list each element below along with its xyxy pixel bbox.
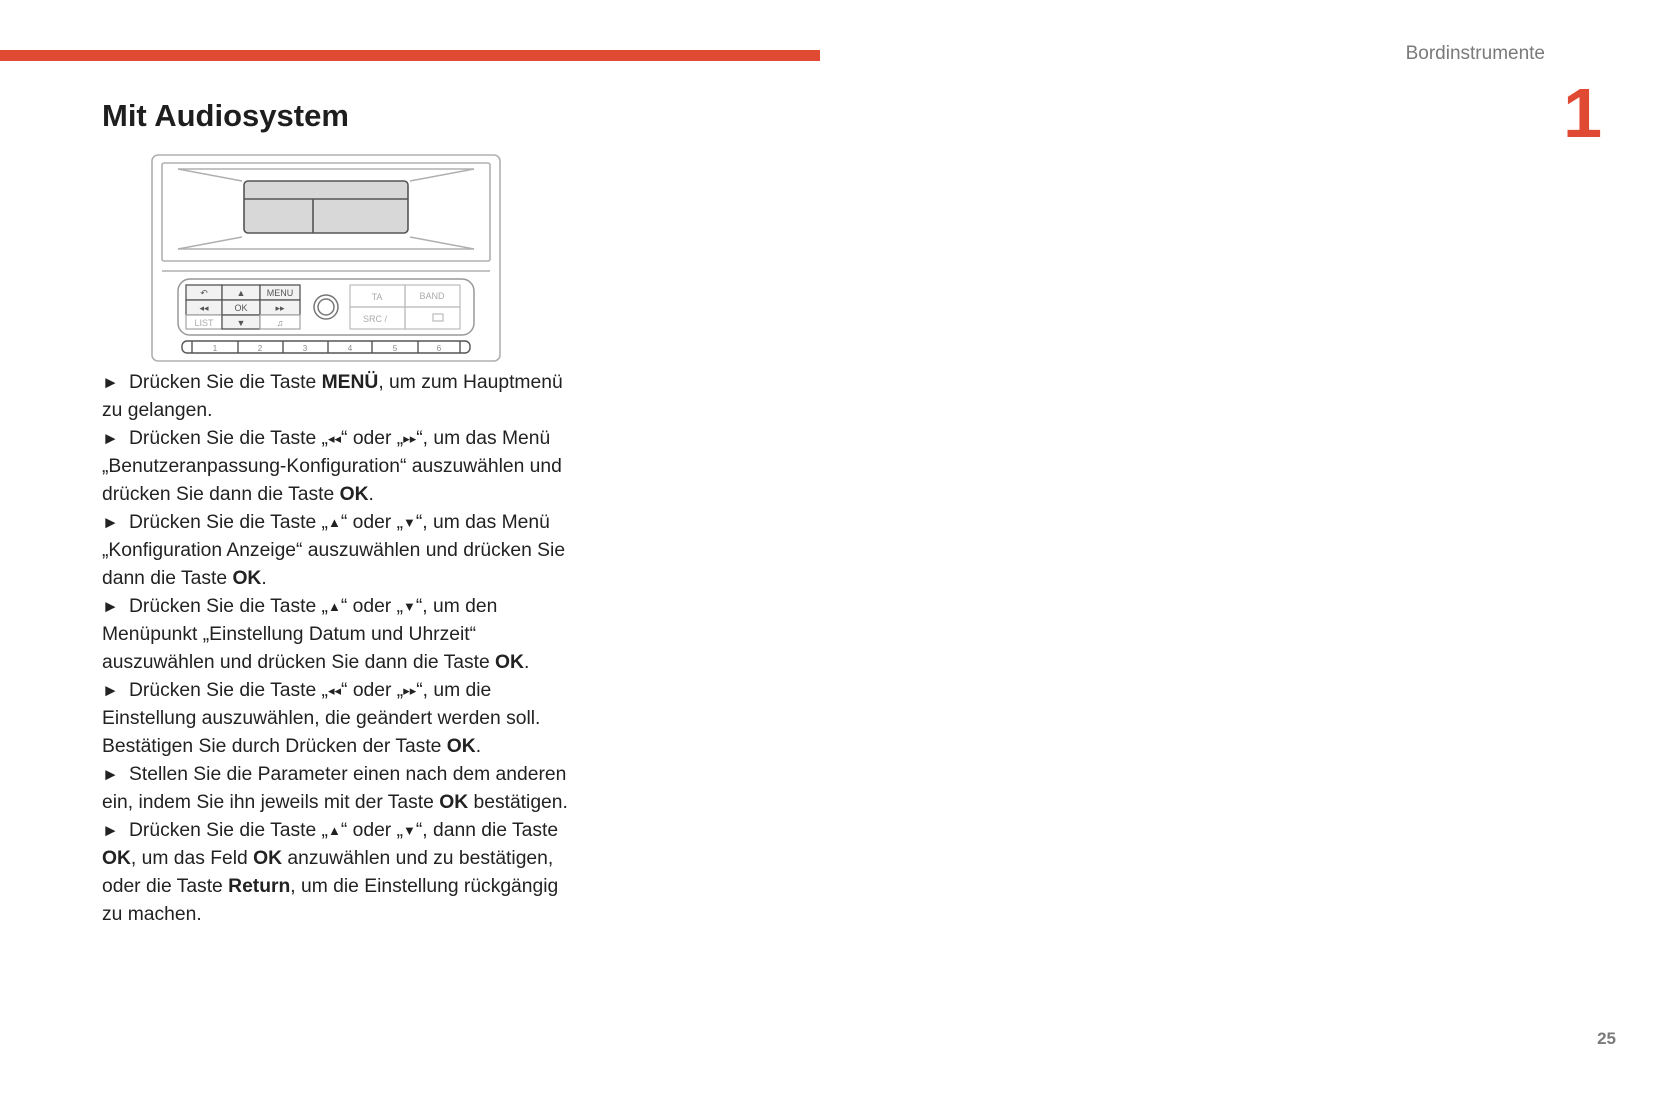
bullet-icon: ► bbox=[102, 597, 119, 616]
arrow-down-icon: ▼ bbox=[403, 823, 416, 838]
bullet-icon: ► bbox=[102, 681, 119, 700]
page-number: 25 bbox=[1597, 1029, 1616, 1048]
rewind-icon: ◂◂ bbox=[327, 431, 342, 446]
instruction-step: ► Drücken Sie die Taste „◂◂“ oder „▸▸“, um das Menü „Benutzeranpassung-Konfiguration“ auszuwählen und drücken Sie dann die Taste OK. bbox=[102, 425, 572, 509]
preset-4-label: 4 bbox=[347, 344, 353, 353]
instructions bbox=[102, 369, 572, 929]
arrow-down-icon: ▼ bbox=[403, 599, 416, 614]
chapter-number: 1 bbox=[1563, 74, 1602, 152]
rewind-icon: ◂◂ bbox=[327, 683, 342, 698]
ta-button-label: TA bbox=[371, 292, 383, 302]
preset-3-label: 3 bbox=[302, 344, 308, 353]
bullet-icon: ► bbox=[102, 373, 119, 392]
src-button-label: SRC / bbox=[362, 314, 388, 324]
instruction-step: ► Drücken Sie die Taste „▲“ oder „▼“, um das Menü „Konfiguration Anzeige“ auszuwählen und drücken Sie dann die Taste OK. bbox=[102, 509, 572, 593]
svg-text:◂◂: ◂◂ bbox=[199, 303, 209, 313]
bullet-icon: ► bbox=[102, 429, 119, 448]
section-title: Bordinstrumente bbox=[1405, 43, 1545, 64]
preset-2-label: 2 bbox=[257, 344, 263, 353]
preset-1-label: 1 bbox=[212, 344, 218, 353]
forward-icon: ▸▸ bbox=[403, 431, 417, 446]
svg-text:▼: ▼ bbox=[236, 318, 246, 328]
instruction-step: ► Stellen Sie die Parameter einen nach dem anderen ein, indem Sie ihn jeweils mit der Taste OK bestätigen. bbox=[102, 761, 572, 817]
instruction-step: ► Drücken Sie die Taste „▲“ oder „▼“, dann die Taste OK, um das Feld OK anzuwählen und zu bestätigen, oder die Taste Return, um die Einstellung rückgängig zu machen. bbox=[102, 817, 572, 929]
arrow-up-icon: ▲ bbox=[327, 599, 341, 614]
bullet-icon: ► bbox=[102, 765, 119, 784]
instruction-step: ► Drücken Sie die Taste MENÜ, um zum Hauptmenü zu gelangen. bbox=[102, 369, 572, 425]
arrow-down-icon: ▼ bbox=[403, 515, 416, 530]
instruction-step: ► Drücken Sie die Taste „▲“ oder „▼“, um den Menüpunkt „Einstellung Datum und Uhrzeit“ auszuwählen und drücken Sie dann die Taste OK. bbox=[102, 593, 572, 677]
list-button-label: LIST bbox=[194, 318, 214, 328]
arrow-up-icon: ▲ bbox=[327, 515, 341, 530]
svg-text:↶: ↶ bbox=[200, 288, 208, 298]
bullet-icon: ► bbox=[102, 821, 119, 840]
ok-button-label: OK bbox=[234, 303, 248, 313]
svg-text:♫: ♫ bbox=[276, 318, 284, 328]
forward-icon: ▸▸ bbox=[403, 683, 417, 698]
arrow-up-icon: ▲ bbox=[327, 823, 341, 838]
audio-system-illustration bbox=[150, 153, 502, 363]
svg-text:▸▸: ▸▸ bbox=[275, 303, 285, 313]
preset-6-label: 6 bbox=[436, 344, 442, 353]
band-button-label: BAND bbox=[419, 291, 445, 301]
instruction-step: ► Drücken Sie die Taste „◂◂“ oder „▸▸“, um die Einstellung auszuwählen, die geändert werden soll. Bestätigen Sie durch Drücken der Taste OK. bbox=[102, 677, 572, 761]
accent-bar bbox=[0, 50, 820, 61]
menu-button-label: MENU bbox=[266, 288, 294, 298]
svg-text:▲: ▲ bbox=[236, 288, 246, 298]
page-heading: Mit Audiosystem bbox=[102, 98, 349, 133]
preset-5-label: 5 bbox=[392, 344, 398, 353]
bullet-icon: ► bbox=[102, 513, 119, 532]
